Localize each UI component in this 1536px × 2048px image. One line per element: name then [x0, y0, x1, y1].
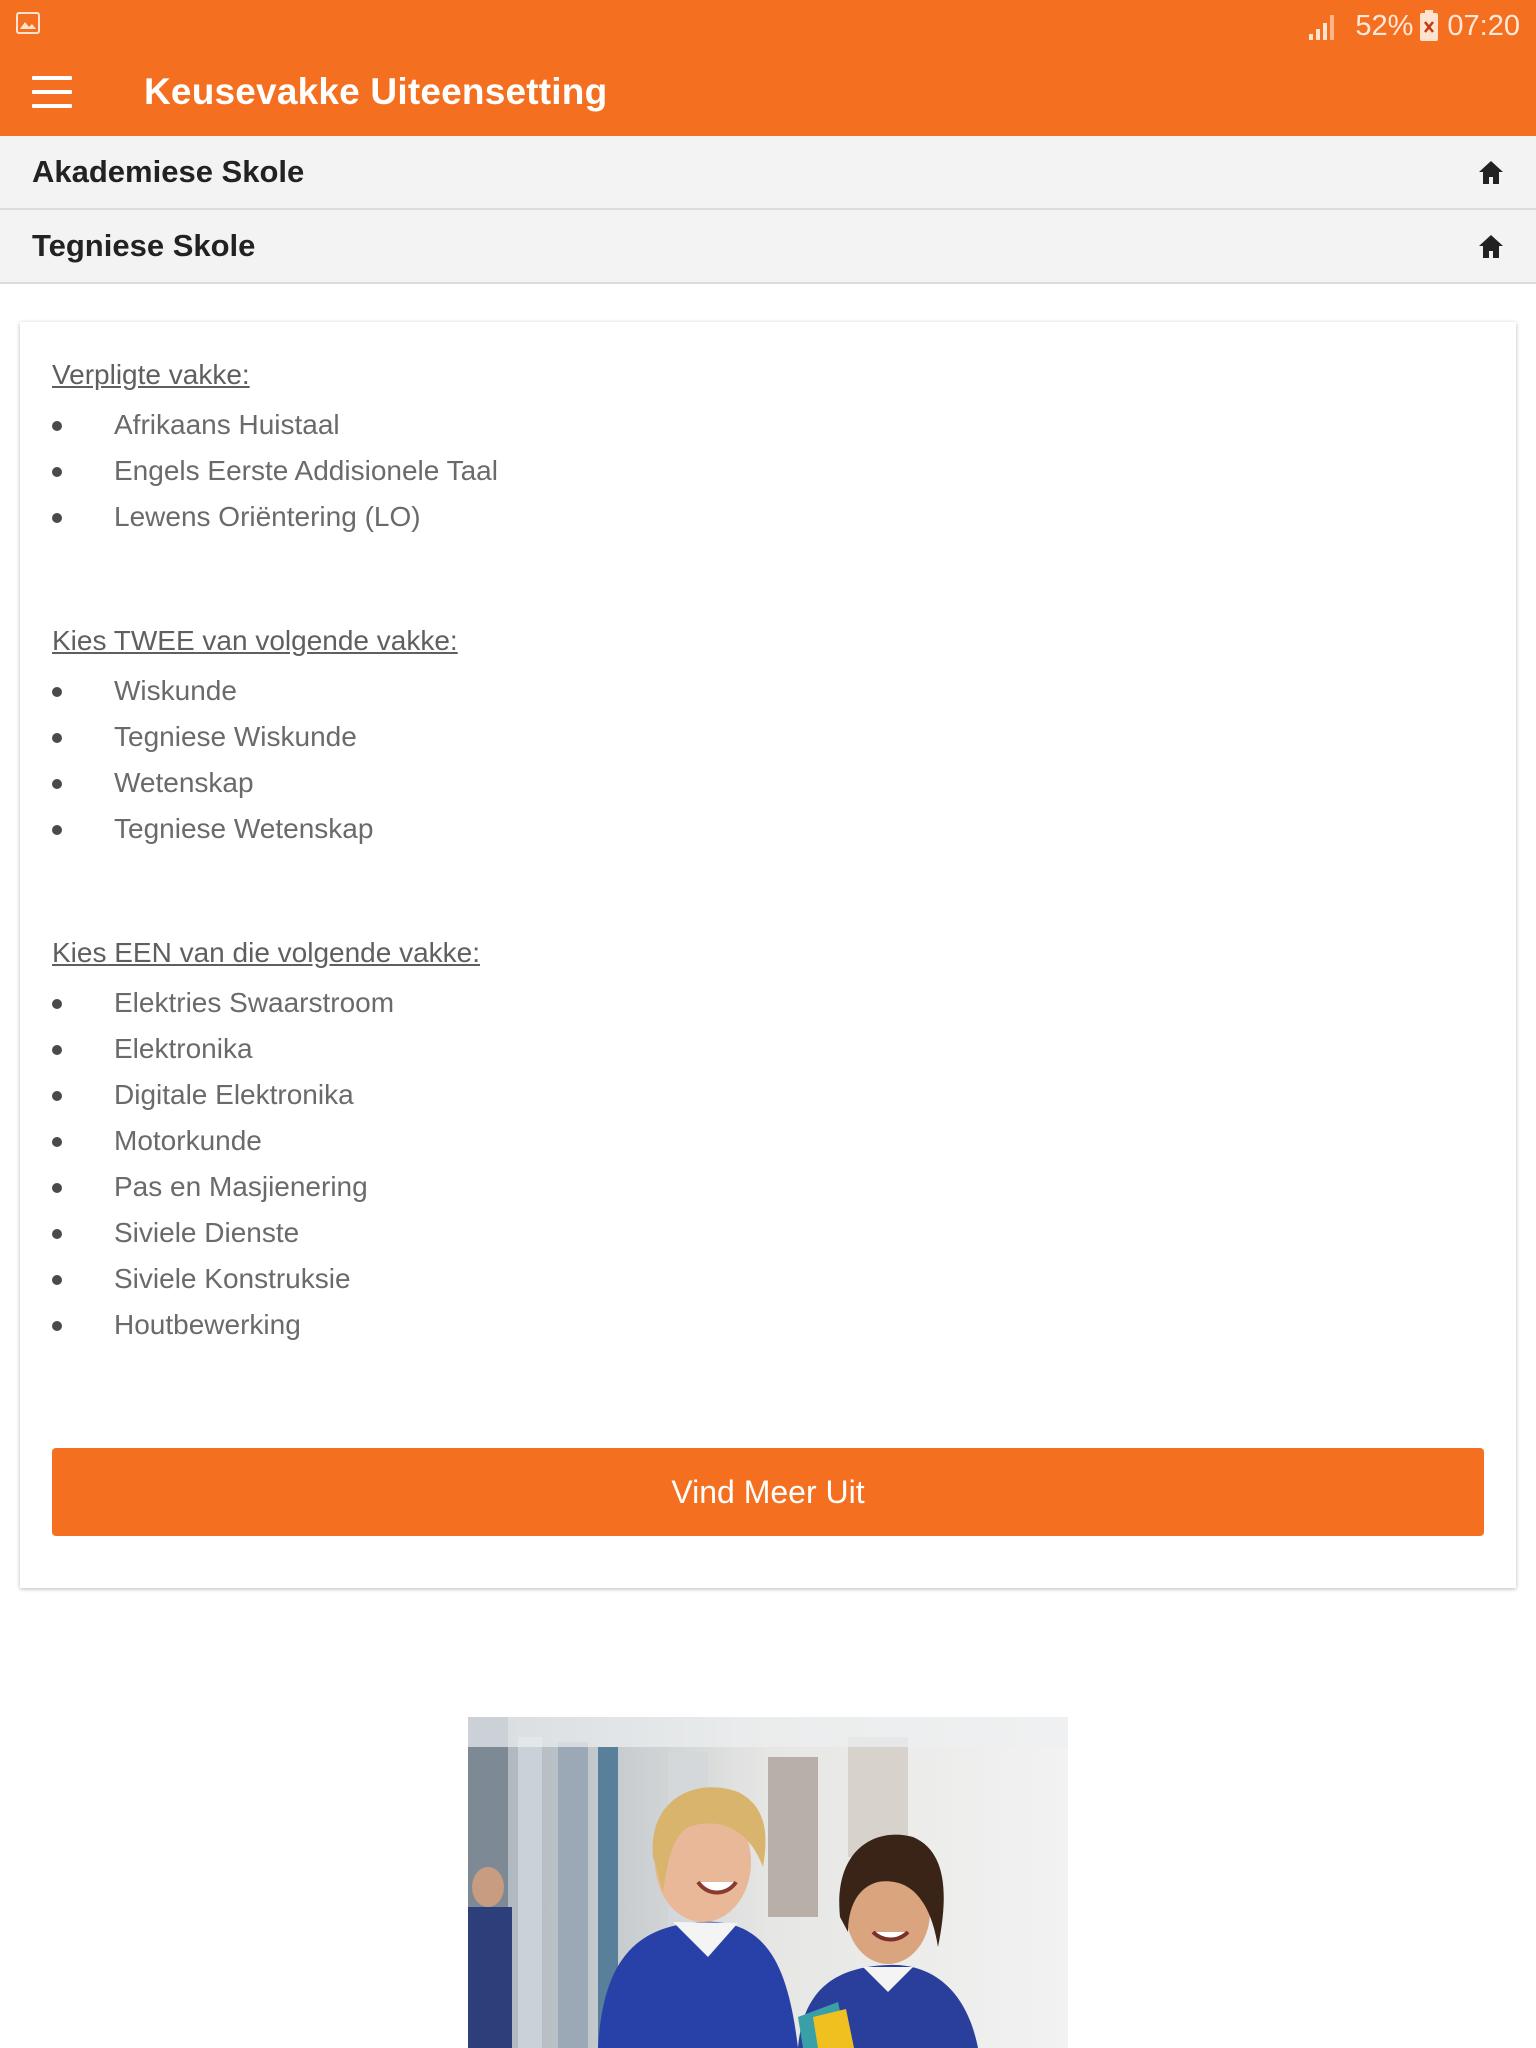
bullet: [52, 999, 62, 1009]
signal-icon: [1307, 10, 1339, 42]
home-icon: [1478, 160, 1504, 186]
bullet: [52, 1321, 62, 1331]
status-bar: [0, 0, 1536, 50]
section-title-compulsory: Verpligte vakke:: [52, 359, 250, 390]
subjects-card: [20, 322, 1516, 1588]
list-item-text: Elektronika: [114, 1033, 253, 1064]
tab-label: Akademiese Skole: [32, 154, 305, 189]
bullet: [52, 1091, 62, 1101]
bullet: [52, 687, 62, 697]
bullet: [52, 1275, 62, 1285]
list-item-text: Lewens Oriëntering (LO): [114, 501, 421, 532]
list-item-text: Digitale Elektronika: [114, 1079, 354, 1110]
section-title-choose-two: Kies TWEE van volgende vakke:: [52, 625, 458, 656]
find-out-more-button[interactable]: Vind Meer Uit: [52, 1448, 1484, 1536]
home-icon: [1478, 234, 1504, 260]
bullet: [52, 1045, 62, 1055]
app-bar: [0, 50, 1536, 136]
bullet: [52, 421, 62, 431]
app-title: Keusevakke Uiteensetting: [144, 71, 608, 112]
bullet: [52, 1137, 62, 1147]
section-title-choose-one: Kies EEN van die volgende vakke:: [52, 937, 481, 968]
list-item-text: Engels Eerste Addisionele Taal: [114, 455, 498, 486]
list-item-text: Tegniese Wiskunde: [114, 721, 357, 752]
list-item-text: Pas en Masjienering: [114, 1171, 368, 1202]
bullet: [52, 467, 62, 477]
list-item-text: Motorkunde: [114, 1125, 262, 1156]
list-item-text: Wiskunde: [114, 675, 237, 706]
hamburger-menu-icon[interactable]: [32, 76, 72, 108]
gallery-notification-icon: [16, 12, 40, 34]
bullet: [52, 825, 62, 835]
battery-icon: [1419, 10, 1439, 42]
list-item-text: Elektries Swaarstroom: [114, 987, 395, 1018]
list-item-text: Houtbewerking: [114, 1309, 301, 1340]
bullet: [52, 513, 62, 523]
students-photo-image: [468, 1717, 1068, 2048]
list-item-text: Siviele Dienste: [114, 1217, 300, 1248]
status-right: [1307, 6, 1520, 46]
list-item-text: Afrikaans Huistaal: [114, 409, 340, 440]
tab-tegniese-skole[interactable]: [0, 210, 1536, 284]
list-item-text: Siviele Konstruksie: [114, 1263, 351, 1294]
clock: 07:20: [1447, 9, 1520, 42]
battery-percent: 52%: [1355, 9, 1414, 42]
tab-akademiese-skole[interactable]: [0, 136, 1536, 210]
list-item-text: Tegniese Wetenskap: [114, 813, 374, 844]
list-item-text: Wetenskap: [114, 767, 254, 798]
bullet: [52, 1183, 62, 1193]
bullet: [52, 779, 62, 789]
tab-label: Tegniese Skole: [32, 228, 256, 263]
bullet: [52, 733, 62, 743]
bullet: [52, 1229, 62, 1239]
students-photo: [468, 1717, 1068, 2048]
